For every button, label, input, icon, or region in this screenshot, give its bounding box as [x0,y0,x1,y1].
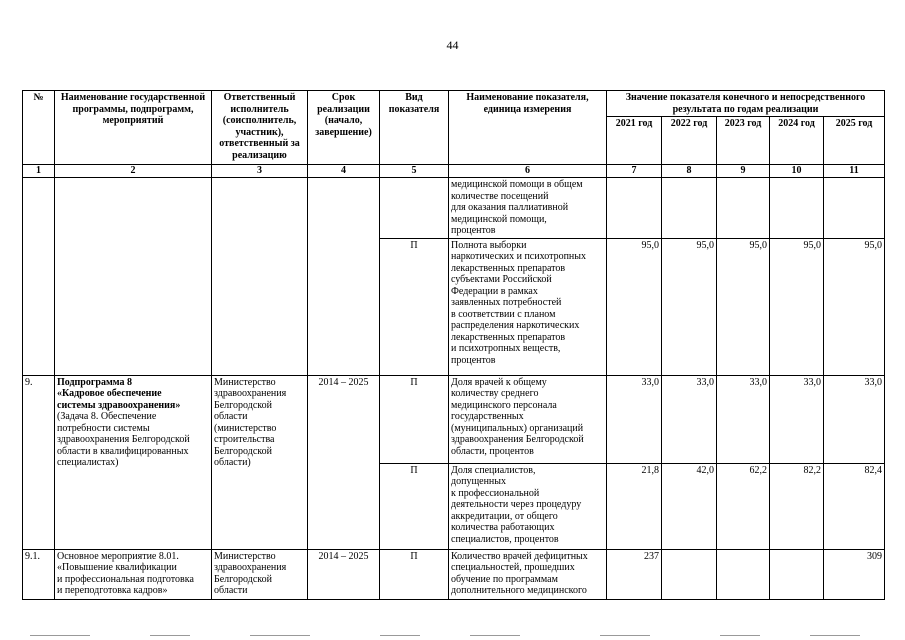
row-indicator-cell: Полнота выборки наркотических и психотропных лекарственных препаратов субъектами Российской Федерации в рамках заявленных потребностей в соответствии с планом распределения наркотических лекарственных препаратов и психотропных веществ, процентов [449,238,607,375]
value-2025 [824,178,885,239]
table-row [23,178,885,239]
value-2023: 95,0 [717,238,770,375]
header-type: Вид показателя [380,91,449,165]
row-term-cell [308,178,380,376]
value-2024 [770,178,824,239]
table-row [23,549,885,599]
row-name-cell [55,375,212,549]
subprogram-title: Подпрограмма 8 «Кадровое обеспечение системы здравоохранения» [57,376,181,411]
row-name-cell: Основное мероприятие 8.01. «Повышение квалификации и профессиональная подготовка и переподготовка кадров» [55,549,212,599]
value-2021: 33,0 [607,375,662,463]
row-type-cell [380,178,449,239]
value-2022: 33,0 [662,375,717,463]
value-2021: 95,0 [607,238,662,375]
value-2024: 82,2 [770,463,824,549]
row-term-cell: 2014 – 2025 [308,549,380,599]
header-year-2024: 2024 год [770,117,824,165]
value-2022: 95,0 [662,238,717,375]
column-number: 4 [308,165,380,178]
value-2021 [607,178,662,239]
value-2021: 237 [607,549,662,599]
column-number: 5 [380,165,449,178]
value-2023 [717,178,770,239]
page-number: 44 [446,38,459,52]
row-num-cell: 9. [23,375,55,549]
column-numbers-row [23,165,885,178]
value-2025: 309 [824,549,885,599]
row-indicator-cell: Доля специалистов, допущенных к профессиональной деятельности через процедуру аккредитации, от общего количества работающих специалистов, процентов [449,463,607,549]
row-type-cell: П [380,238,449,375]
header-year-2021: 2021 год [607,117,662,165]
value-2024 [770,549,824,599]
header-indicator: Наименование показателя, единица измерения [449,91,607,165]
column-number: 1 [23,165,55,178]
row-indicator-cell: Доля врачей к общему количеству среднего медицинского персонала государственных (муниципальных) организаций здравоохранения Белгородской области, процентов [449,375,607,463]
value-2023 [717,549,770,599]
row-type-cell: П [380,549,449,599]
column-number: 8 [662,165,717,178]
indicators-table [22,90,885,600]
row-name-cell [55,178,212,376]
subprogram-task: (Задача 8. Обеспечение потребности системы здравоохранения Белгородской области в квалифицированных специалистах) [57,411,190,468]
value-2022 [662,549,717,599]
row-indicator-cell: Количество врачей дефицитных специальностей, прошедших обучение по программам дополнительного медицинского [449,549,607,599]
header-num: № [23,91,55,165]
value-2025: 33,0 [824,375,885,463]
header-term: Срок реализации (начало, завершение) [308,91,380,165]
value-2023: 33,0 [717,375,770,463]
value-2025: 82,4 [824,463,885,549]
row-num-cell [23,178,55,376]
row-responsible-cell: Министерство здравоохранения Белгородской области (министерство строительства Белгородской области) [212,375,308,549]
value-2023: 62,2 [717,463,770,549]
value-2021: 21,8 [607,463,662,549]
column-number: 2 [55,165,212,178]
value-2022: 42,0 [662,463,717,549]
header-year-2022: 2022 год [662,117,717,165]
row-responsible-cell [212,178,308,376]
row-type-cell: П [380,375,449,463]
header-values-group: Значение показателя конечного и непосредственного результата по годам реализации [607,91,885,117]
column-number: 9 [717,165,770,178]
column-number: 10 [770,165,824,178]
row-num-cell: 9.1. [23,549,55,599]
header-year-2023: 2023 год [717,117,770,165]
header-responsible: Ответственный исполнитель (соисполнитель, участник), ответственный за реализацию [212,91,308,165]
header-year-2025: 2025 год [824,117,885,165]
value-2024: 33,0 [770,375,824,463]
column-number: 3 [212,165,308,178]
column-number: 11 [824,165,885,178]
header-name: Наименование государственной программы, подпрограмм, мероприятий [55,91,212,165]
value-2024: 95,0 [770,238,824,375]
row-responsible-cell: Министерство здравоохранения Белгородской области [212,549,308,599]
column-number: 6 [449,165,607,178]
table-row [23,375,885,463]
row-indicator-cell: медицинской помощи в общем количестве посещений для оказания паллиативной медицинской помощи, процентов [449,178,607,239]
scan-edge-artifacts [0,632,905,640]
row-term-cell: 2014 – 2025 [308,375,380,549]
value-2022 [662,178,717,239]
value-2025: 95,0 [824,238,885,375]
column-number: 7 [607,165,662,178]
row-type-cell: П [380,463,449,549]
